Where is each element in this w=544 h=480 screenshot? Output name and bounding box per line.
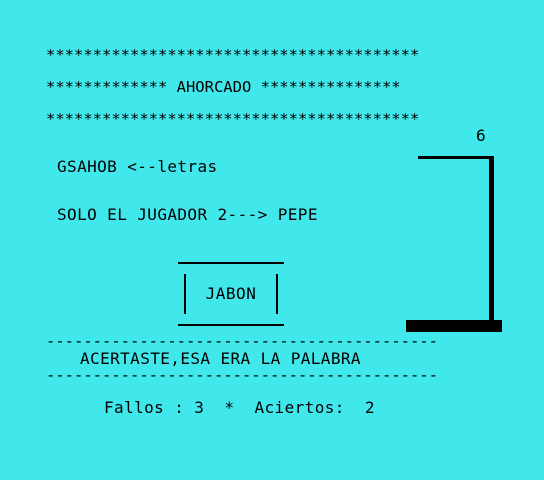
result-message: ACERTASTE,ESA ERA LA PALABRA	[80, 349, 361, 368]
word-box-top-line	[178, 262, 284, 264]
fail-count-indicator: 6	[476, 126, 487, 145]
header-stars-top: ****************************************	[46, 46, 420, 64]
header-stars-bottom: ****************************************	[46, 110, 420, 128]
separator-top: ------------------------------------------	[46, 332, 438, 350]
separator-bottom: ------------------------------------------	[46, 366, 438, 384]
gallows-beam	[418, 156, 494, 159]
score-summary: Fallos : 3 * Aciertos: 2	[104, 398, 375, 417]
guessed-word: JABON	[205, 284, 257, 303]
player-turn-label: SOLO EL JUGADOR 2---> PEPE	[57, 205, 318, 224]
gallows-pole	[489, 156, 494, 322]
game-title-banner: ************* AHORCADO ***************	[46, 78, 401, 96]
word-box-bottom-line	[178, 324, 284, 326]
word-box	[178, 262, 284, 326]
word-box-right-line	[276, 274, 278, 314]
used-letters-label: GSAHOB <--letras	[57, 157, 218, 176]
